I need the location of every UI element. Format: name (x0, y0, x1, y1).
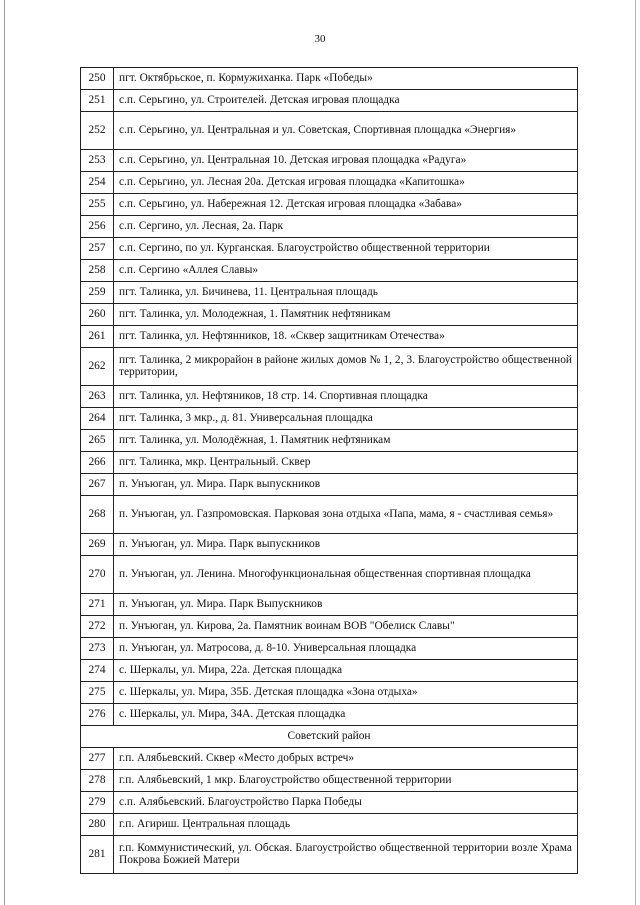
row-number: 279 (81, 792, 114, 814)
table-row (81, 282, 578, 304)
row-number: 256 (81, 216, 114, 238)
row-number: 277 (81, 748, 114, 770)
row-description: п. Унъюган, ул. Кирова, 2а. Памятник воинам ВОВ "Обелиск Славы" (114, 616, 578, 638)
row-description: пгт. Талинка, мкр. Центральный. Сквер (114, 452, 578, 474)
row-number: 251 (81, 90, 114, 112)
table-row (81, 814, 578, 836)
table-row (81, 194, 578, 216)
row-description: с. Шеркалы, ул. Мира, 35Б. Детская площадка «Зона отдыха» (114, 682, 578, 704)
row-description: п. Унъюган, ул. Газпромовская. Парковая зона отдыха «Папа, мама, я - счастливая семья» (114, 496, 578, 534)
table-row (81, 68, 578, 90)
row-number: 264 (81, 408, 114, 430)
row-number: 272 (81, 616, 114, 638)
row-description: п. Унъюган, ул. Мира. Парк Выпускников (114, 594, 578, 616)
row-number: 257 (81, 238, 114, 260)
row-number: 269 (81, 534, 114, 556)
table-row (81, 660, 578, 682)
row-description: с. Шеркалы, ул. Мира, 22а. Детская площадка (114, 660, 578, 682)
row-number: 267 (81, 474, 114, 496)
row-description: пгт. Талинка, ул. Молодёжная, 1. Памятник нефтяникам (114, 430, 578, 452)
row-number: 253 (81, 150, 114, 172)
row-description: пгт. Талинка, ул. Бичинева, 11. Центральная площадь (114, 282, 578, 304)
table-row (81, 386, 578, 408)
table-row (81, 430, 578, 452)
table-row (81, 770, 578, 792)
row-description: г.п. Агириш. Центральная площадь (114, 814, 578, 836)
row-number: 270 (81, 556, 114, 594)
row-description: пгт. Талинка, ул. Нефтянников, 18. «Сквер защитникам Отечества» (114, 326, 578, 348)
row-number: 268 (81, 496, 114, 534)
row-number: 258 (81, 260, 114, 282)
row-description: пгт. Талинка, 2 микрорайон в районе жилых домов № 1, 2, 3. Благоустройство общественной территории, (114, 348, 578, 386)
row-description: пгт. Талинка, 3 мкр., д. 81. Универсальная площадка (114, 408, 578, 430)
table-row (81, 348, 578, 386)
row-number: 250 (81, 68, 114, 90)
page-number: 30 (314, 33, 326, 45)
row-number: 263 (81, 386, 114, 408)
table-row (81, 704, 578, 726)
scan-edge-right (635, 0, 636, 905)
row-description: с.п. Алябьевский. Благоустройство Парка Победы (114, 792, 578, 814)
table-row (81, 474, 578, 496)
row-number: 278 (81, 770, 114, 792)
row-number: 260 (81, 304, 114, 326)
row-description: с.п. Серьгино, ул. Центральная и ул. Советская, Спортивная площадка «Энергия» (114, 112, 578, 150)
row-number: 262 (81, 348, 114, 386)
row-number: 259 (81, 282, 114, 304)
row-description: г.п. Алябьевский, 1 мкр. Благоустройство общественной территории (114, 770, 578, 792)
table-row (81, 408, 578, 430)
row-description: с.п. Серьгино, ул. Центральная 10. Детская игровая площадка «Радуга» (114, 150, 578, 172)
row-description: с.п. Сергино «Аллея Славы» (114, 260, 578, 282)
row-number: 275 (81, 682, 114, 704)
row-number: 276 (81, 704, 114, 726)
table-row (81, 216, 578, 238)
table-row (81, 238, 578, 260)
section-row (81, 726, 578, 748)
table-row (81, 836, 578, 874)
table-row (81, 112, 578, 150)
row-number: 274 (81, 660, 114, 682)
row-number: 265 (81, 430, 114, 452)
row-number: 254 (81, 172, 114, 194)
table-row (81, 792, 578, 814)
row-number: 273 (81, 638, 114, 660)
row-number: 281 (81, 836, 114, 874)
table-body (81, 68, 578, 874)
scan-edge-left (4, 0, 5, 905)
row-number: 266 (81, 452, 114, 474)
objects-table (80, 67, 578, 874)
row-description: с.п. Сергино, по ул. Курганская. Благоустройство общественной территории (114, 238, 578, 260)
row-description: с.п. Сергино, ул. Лесная, 2а. Парк (114, 216, 578, 238)
row-number: 280 (81, 814, 114, 836)
row-description: г.п. Алябьевский. Сквер «Место добрых встреч» (114, 748, 578, 770)
table-row (81, 682, 578, 704)
row-description: п. Унъюган, ул. Мира. Парк выпускников (114, 474, 578, 496)
row-description: с.п. Серьгино, ул. Набережная 12. Детская игровая площадка «Забава» (114, 194, 578, 216)
table-row (81, 150, 578, 172)
table-row (81, 556, 578, 594)
row-number: 261 (81, 326, 114, 348)
table-row (81, 90, 578, 112)
row-description: п. Унъюган, ул. Мира. Парк выпускников (114, 534, 578, 556)
row-description: п. Унъюган, ул. Ленина. Многофункциональная общественная спортивная площадка (114, 556, 578, 594)
table-row (81, 304, 578, 326)
row-description: пгт. Талинка, ул. Молодежная, 1. Памятник нефтяникам (114, 304, 578, 326)
table-row (81, 594, 578, 616)
row-description: пгт. Октябрьское, п. Кормужиханка. Парк «Победы» (114, 68, 578, 90)
row-number: 255 (81, 194, 114, 216)
row-description: г.п. Коммунистический, ул. Обская. Благоустройство общественной территории возле Храма Покрова Божией Матери (114, 836, 578, 874)
table-row (81, 496, 578, 534)
row-description: п. Унъюган, ул. Матросова, д. 8-10. Универсальная площадка (114, 638, 578, 660)
row-description: с.п. Серьгино, ул. Строителей. Детская игровая площадка (114, 90, 578, 112)
row-description: с.п. Серьгино, ул. Лесная 20а. Детская игровая площадка «Капитошка» (114, 172, 578, 194)
row-description: пгт. Талинка, ул. Нефтяников, 18 стр. 14. Спортивная площадка (114, 386, 578, 408)
table-row (81, 748, 578, 770)
row-description: с. Шеркалы, ул. Мира, 34А. Детская площадка (114, 704, 578, 726)
table-row (81, 534, 578, 556)
table-row (81, 616, 578, 638)
table-row (81, 326, 578, 348)
table-row (81, 638, 578, 660)
row-number: 252 (81, 112, 114, 150)
table-row (81, 452, 578, 474)
table-row (81, 172, 578, 194)
table-row (81, 260, 578, 282)
row-number: 271 (81, 594, 114, 616)
section-title: Советский район (81, 726, 578, 748)
